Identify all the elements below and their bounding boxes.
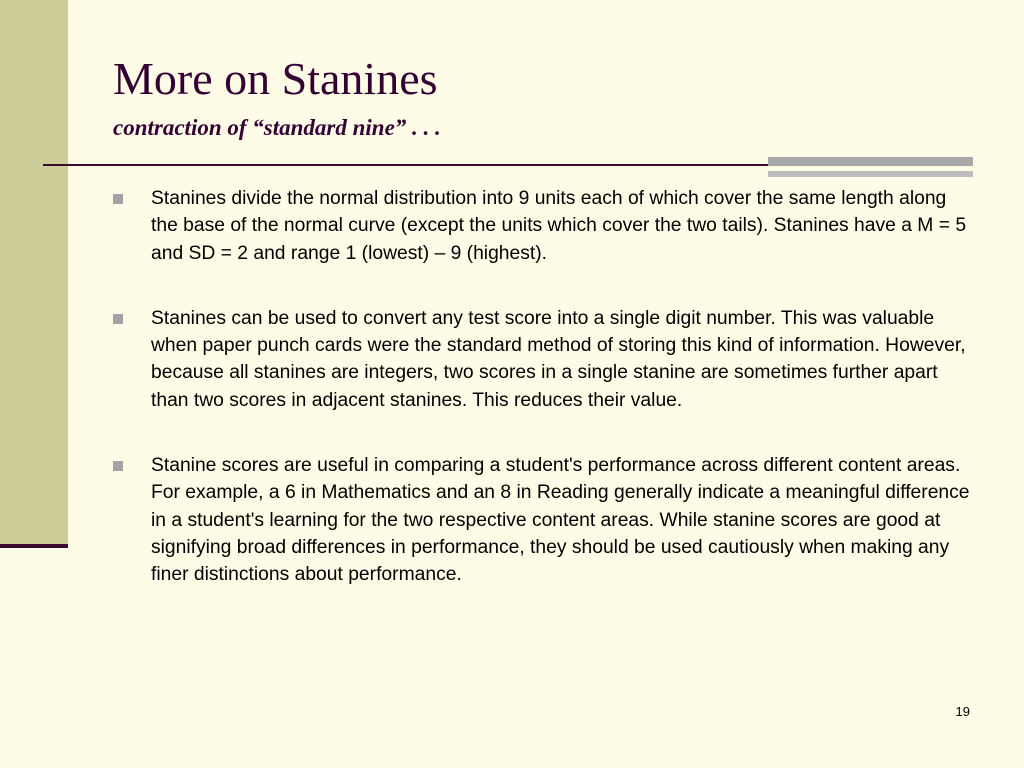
bullet-item-2 [113,305,973,414]
slide-title: More on Stanines [113,53,438,104]
bullet-text-3: Stanine scores are useful in comparing a student's performance across different content areas. For example, a 6 in Mathematics and an 8 in Reading generally indicate a meaningful difference in a student's learning for the two respective content areas. While stanine scores are good at signifying broad differences in performance, they should be used cautiously when making any finer distinctions about performance. [151,455,970,586]
square-bullet-icon [113,314,123,324]
slide-subtitle: contraction of “standard nine” . . . [113,115,441,140]
bullet-list [113,185,973,627]
title-divider-accent [768,157,973,166]
left-decorative-band [0,0,68,546]
square-bullet-icon [113,194,123,204]
bullet-text-1: Stanines divide the normal distribution into 9 units each of which cover the same length along the base of the normal curve (except the units which cover the two tails). Stanines have a M = 5 and SD = 2 and range 1 (lowest) – 9 (highest). [151,188,967,264]
title-divider-accent-lower [768,171,973,177]
bullet-item-1 [113,185,973,267]
left-band-rule [0,544,68,548]
bullet-text-2: Stanines can be used to convert any test score into a single digit number. This was valuable when paper punch cards were the standard method of storing this kind of information. However, because all stanines are integers, two scores in a single stanine are sometimes further apart than two scores in adjacent stanines. This reduces their value. [151,307,966,411]
square-bullet-icon [113,461,123,471]
page-number: 19 [955,704,970,719]
bullet-item-3 [113,452,973,588]
